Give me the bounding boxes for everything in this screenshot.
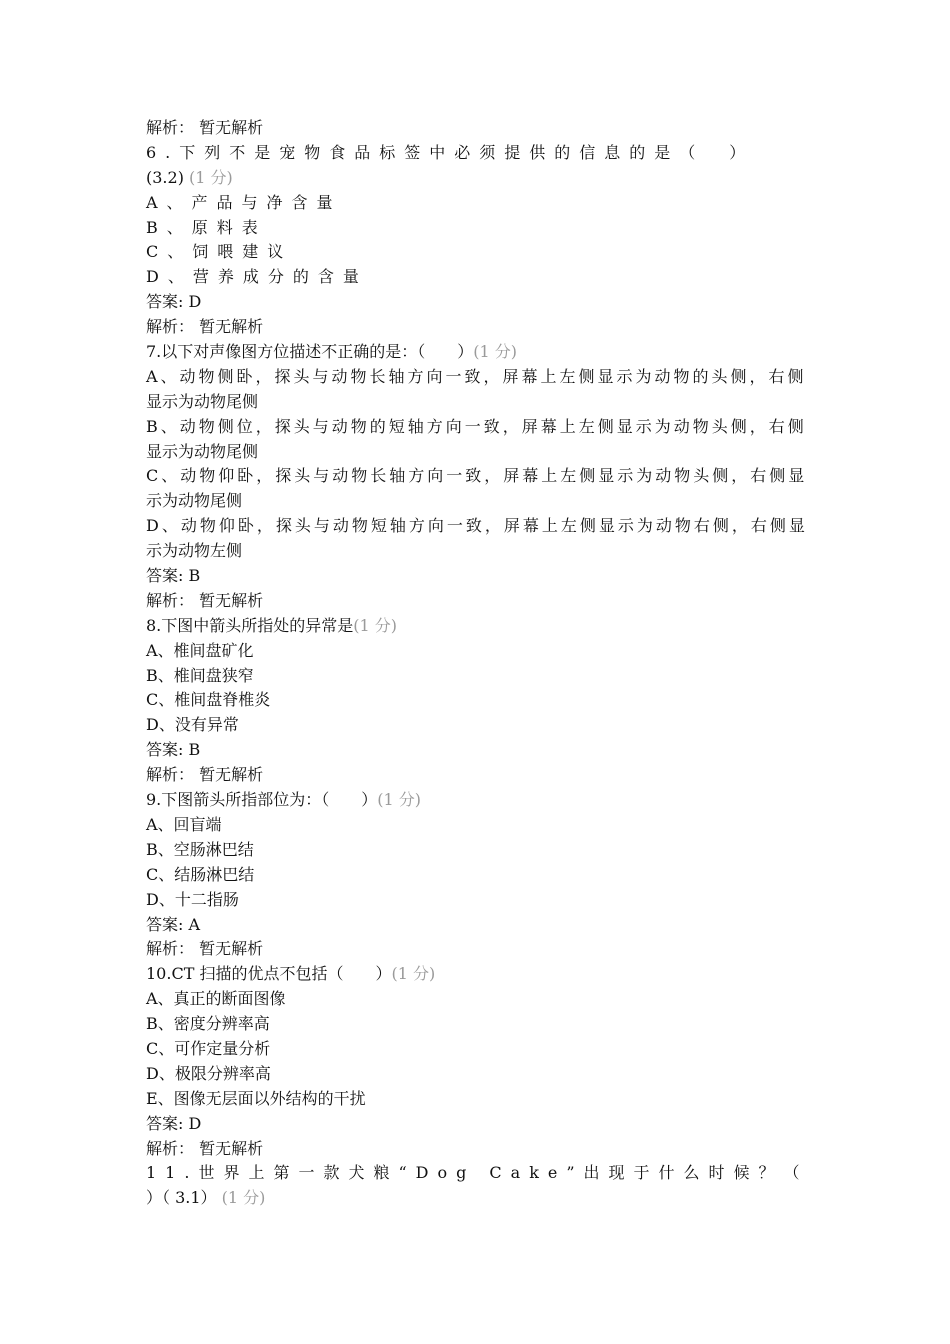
q9-answer: 答案: A (146, 914, 201, 934)
q7-option-b-line1: B、动物侧位，探头与动物的短轴方向一致，屏幕上左侧显示为动物头侧，右侧 (146, 416, 807, 436)
q6-option-a: A、产品与净含量 (146, 192, 342, 212)
q7-option-d-line2: 示为动物左侧 (146, 541, 243, 561)
q10-option-d: D、极限分辨率高 (146, 1063, 271, 1083)
q10-stem: 10.CT 扫描的优点不包括（ ） (146, 964, 392, 984)
q10-score: (1 分) (391, 964, 436, 984)
q10-analysis: 解析： 暂无解析 (146, 1138, 264, 1158)
q8-score: (1 分) (353, 615, 398, 635)
q10-stem-line (146, 962, 810, 987)
q11-stem: 11.世界上第一款犬粮“Dog Cake”出现于什么时候？（ (146, 1163, 809, 1183)
q9-score: (1 分) (377, 790, 422, 810)
q9-analysis: 解析： 暂无解析 (146, 939, 264, 959)
q9-stem: 9.下图箭头所指部位为：（ ） (146, 790, 378, 810)
q7-answer: 答案: B (146, 566, 201, 586)
q7-analysis: 解析： 暂无解析 (146, 590, 264, 610)
q9-option-a: A、回盲端 (146, 814, 222, 834)
document-page (146, 116, 810, 1211)
q6-option-d: D、营养成分的含量 (146, 267, 368, 287)
q9-option-b: B、空肠淋巴结 (146, 839, 254, 859)
q7-score: (1 分) (473, 342, 518, 362)
q6-option-b: B、原料表 (146, 217, 267, 237)
q10-option-c: C、可作定量分析 (146, 1038, 271, 1058)
q7-option-d-line1: D、动物仰卧，探头与动物短轴方向一致，屏幕上左侧显示为动物右侧，右侧显 (146, 516, 808, 536)
q7-stem-line (146, 340, 810, 365)
q7-option-a-line1: A、动物侧卧，探头与动物长轴方向一致，屏幕上左侧显示为动物的头侧，右侧 (146, 366, 807, 386)
q9-option-c: C、结肠淋巴结 (146, 864, 255, 884)
q9-option-d: D、十二指肠 (146, 889, 239, 909)
q10-option-b: B、密度分辨率高 (146, 1014, 270, 1034)
q6-score: (1 分) (189, 167, 233, 187)
q5-analysis: 解析： 暂无解析 (146, 118, 264, 137)
q8-stem: 8.下图中箭头所指处的异常是 (146, 615, 354, 635)
q6-section: (3.2) (146, 167, 184, 187)
q8-answer: 答案: B (146, 740, 201, 760)
q11-stem-cont: ）（ 3.1） (146, 1188, 217, 1208)
q10-option-a: A、真正的断面图像 (146, 989, 286, 1009)
q8-stem-line (146, 614, 810, 639)
q8-option-a: A、椎间盘矿化 (146, 640, 254, 660)
q11-score: (1 分) (221, 1188, 266, 1208)
q7-option-c-line2: 示为动物尾侧 (146, 491, 243, 511)
q6-option-c: C、饲喂建议 (146, 242, 293, 262)
q10-option-e: E、图像无层面以外结构的干扰 (146, 1088, 366, 1108)
q7-stem: 7.以下对声像图方位描述不正确的是：（ ） (146, 342, 474, 362)
q6-stem-cont (146, 166, 810, 191)
q9-stem-line (146, 788, 810, 813)
q7-option-b-line2: 显示为动物尾侧 (146, 441, 259, 461)
q6-answer: 答案: D (146, 292, 202, 312)
q8-option-b: B、椎间盘狭窄 (146, 665, 254, 685)
q6-stem: 6.下列不是宠物食品标签中必须提供的信息的是（ ） (146, 142, 755, 162)
q8-option-d: D、没有异常 (146, 715, 239, 735)
q11-stem-cont-line (146, 1186, 810, 1211)
q6-analysis: 解析： 暂无解析 (146, 317, 264, 337)
q8-option-c: C、椎间盘脊椎炎 (146, 690, 271, 710)
q10-answer: 答案: D (146, 1113, 202, 1133)
q7-option-a-line2: 显示为动物尾侧 (146, 391, 259, 411)
q7-option-c-line1: C、动物仰卧，探头与动物长轴方向一致，屏幕上左侧显示为动物头侧，右侧显 (146, 466, 808, 486)
q8-analysis: 解析： 暂无解析 (146, 765, 264, 785)
